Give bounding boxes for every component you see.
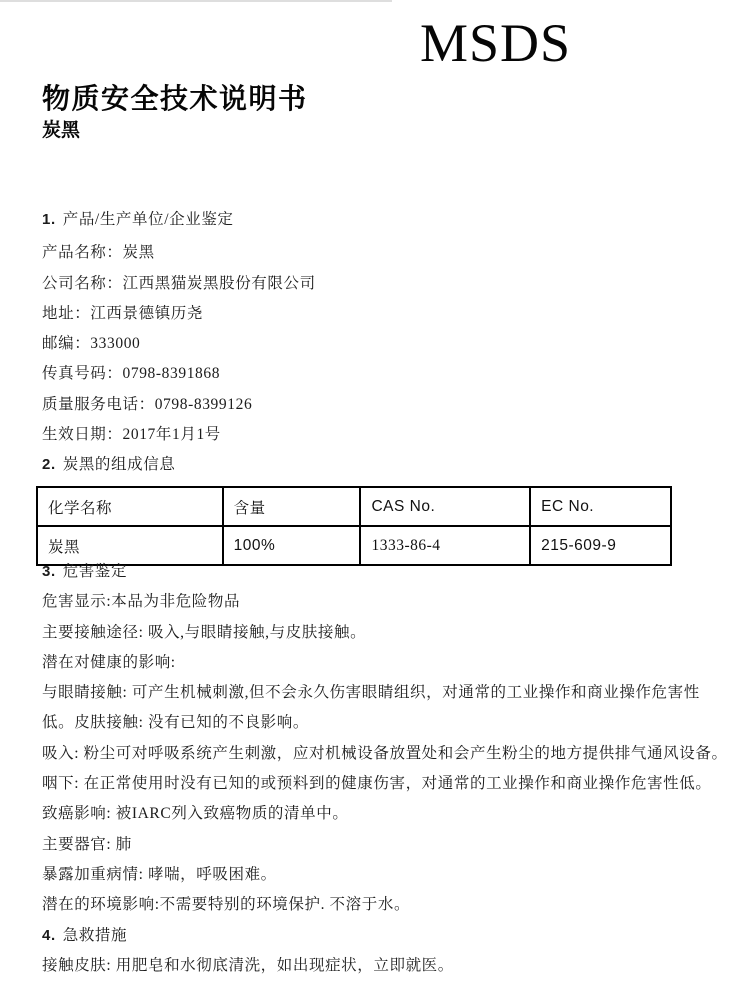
scan-artifact-line [0,0,392,2]
fax-number-line: 传真号码：0798-8391868 [42,365,221,383]
skin-contact-first-aid-line: 接触皮肤: 用肥皂和水彻底清洗，如出现症状，立即就医。 [42,956,454,974]
section2-number: 2. [42,456,56,474]
header-chemical-name: 化学名称 [37,487,223,526]
cell-chemical-name: 炭黑 [37,526,223,565]
exposure-routes-line: 主要接触途径: 吸入,与眼睛接触,与皮肤接触。 [42,623,367,641]
section4-number: 4. [42,926,56,944]
section1-title: 产品/生产单位/企业鉴定 [62,211,234,228]
target-organs-line: 主要器官: 肺 [42,835,132,853]
section1-heading [42,205,722,235]
carcinogenic-effect-line: 致癌影响: 被IARC列入致癌物质的清单中。 [42,805,349,823]
aggravated-conditions-line: 暴露加重病情: 哮喘，呼吸困难。 [42,865,277,883]
section3-heading [42,557,722,587]
health-effects-header-line: 潜在对健康的影响: [42,653,176,671]
composition-table [36,486,672,566]
skin-contact-line: 低。皮肤接触: 没有已知的不良影响。 [42,714,309,732]
cell-ec-no: 215-609-9 [530,526,671,565]
inhalation-line: 吸入: 粉尘可对呼吸系统产生刺激，应对机械设备放置处和会产生粉尘的地方提供排气通风设备。 [42,744,728,762]
hazard-statement-line: 危害显示:本品为非危险物品 [42,593,241,611]
effective-date-line: 生效日期：2017年1月1号 [42,426,221,444]
section2-heading [42,450,722,480]
page-title: MSDS [420,13,572,73]
composition-table-header-row [37,487,671,526]
header-content: 含量 [223,487,361,526]
header-ec-no: EC No. [530,487,671,526]
service-phone-line: 质量服务电话：0798-8399126 [42,395,253,413]
header-cas-no: CAS No. [360,487,530,526]
company-name-line: 公司名称：江西黑猫炭黑股份有限公司 [42,274,316,292]
cell-content: 100% [223,526,361,565]
eye-contact-line: 与眼睛接触: 可产生机械刺激,但不会永久伤害眼睛组织，对通常的工业操作和商业操作危害性 [42,684,700,702]
section3-title: 危害鉴定 [62,563,128,580]
section4-title: 急救措施 [62,926,128,944]
section4-heading [42,921,722,951]
section2-title: 炭黑的组成信息 [62,456,176,474]
ingestion-line: 咽下: 在正常使用时没有已知的或预料到的健康伤害，对通常的工业操作和商业操作危害性低。 [42,775,712,793]
cell-cas-no: 1333-86-4 [360,526,530,565]
document-subtitle: 炭黑 [42,120,81,141]
section-product-identification [42,205,722,484]
environmental-effects-line: 潜在的环境影响:不需要特别的环境保护. 不溶于水。 [42,896,411,914]
product-name-line: 产品名称：炭黑 [42,244,155,262]
section-hazards-and-first-aid [42,557,728,981]
section1-number: 1. [42,211,56,228]
section3-number: 3. [42,563,56,580]
address-line: 地址：江西景德镇历尧 [42,304,204,322]
document-title: 物质安全技术说明书 [42,83,308,114]
postal-code-line: 邮编：333000 [42,335,141,353]
